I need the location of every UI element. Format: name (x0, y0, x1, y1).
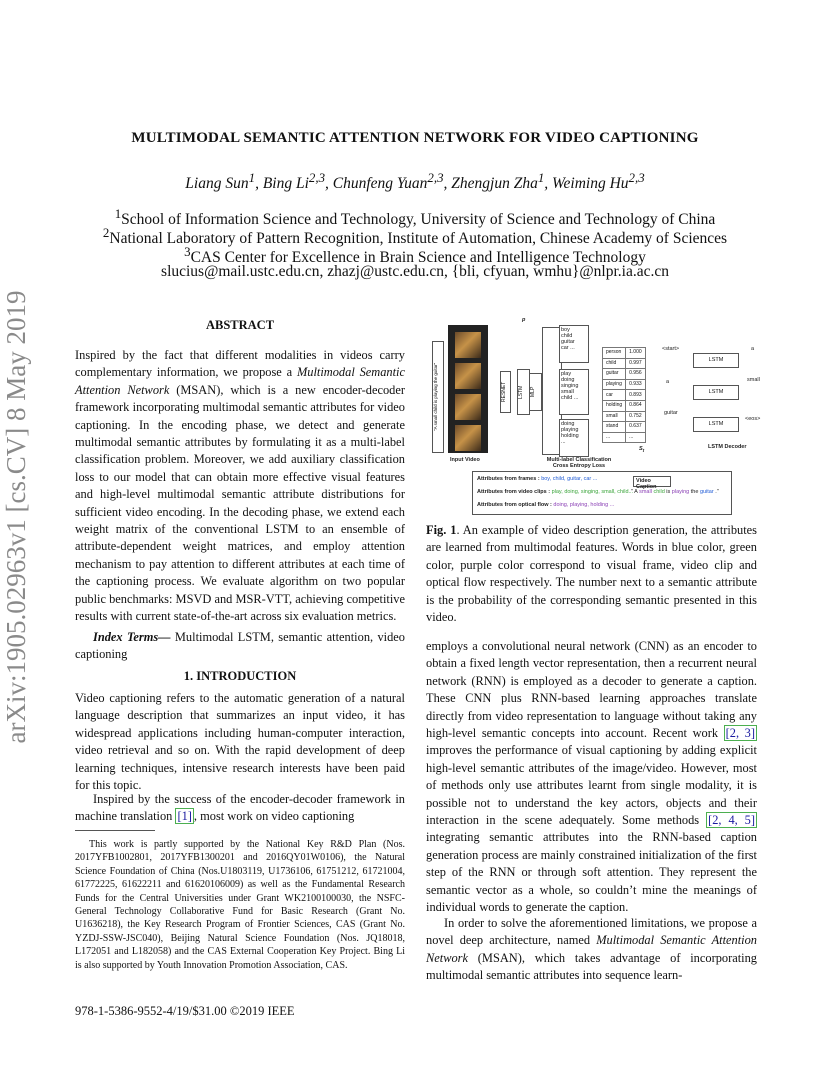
caption-box-title: Video Caption (633, 476, 671, 487)
author-name: Zhengjun Zha (451, 175, 538, 193)
flow-attribute-box: doing playing holding ... (559, 419, 589, 457)
abstract-body: Inspired by the fact that different modalities in videos carry complementary information, we propose a Multimodal Semantic Attention Network (MSAN), which is a new encoder-decoder framework incorporating multimodal semantic attributes for video captioning. In the encoding phase, we detect and generate multimodal semantic attributes by formulating it as a multi-label classification problem. Moreover, we add auxiliary classification loss to our model that can obtain more effective visual features and high-level multimodal semantic attribute distributions for sufficient video encoding. In the decoding phase, we extend each weight matrix of the conventional LSTM to an ensemble of attribute-dependent weight matrices, and employ attention mechanism to pay attention to different attributes at each time of the captioning process. We evaluate algorithm on two popular public benchmarks: MSVD and MSR-VTT, achieving competitive results with current state-of-the-art across six evaluation metrics. (75, 348, 406, 624)
intro-paragraph-1: Video captioning refers to the automatic generation of a natural language description that summarizes an input video, it has widespread applications including human-computer interaction, video retrieval and so on. With the rapid development of deep learning techniques, intensive research interests have been paid for this topic. (75, 691, 405, 793)
decoder-label: LSTM Decoder (708, 444, 747, 450)
video-frame (453, 392, 483, 422)
attribute-probability: 0.752 (626, 411, 646, 422)
arxiv-stamp: arXiv:1905.02963v1 [cs.CV] 8 May 2019 (1, 290, 31, 744)
author-affiliation-mark: 1 (537, 170, 545, 185)
legend-clips: Attributes from video clips : play, doing, singing, small, child... (477, 489, 634, 495)
author-name: Weiming Hu (552, 175, 629, 193)
author-affiliation-mark: 2,3 (308, 170, 326, 185)
affiliation-2: $^2$National Laboratory of Pattern Recognition, Institute of Automation, Chinese Academy of Sciences (102, 225, 728, 248)
attribute-name: stand (603, 422, 626, 433)
attribute-probability: 0.933 (626, 379, 646, 390)
attribute-name: child (603, 358, 626, 369)
attribute-probability-table (602, 347, 646, 443)
attribute-probability: 0.637 (626, 422, 646, 433)
table-row (603, 369, 646, 380)
attribute-name: ... (603, 432, 626, 443)
table-row (603, 348, 646, 359)
decoder-lstm-3: LSTM (693, 417, 739, 432)
right-column-paragraph-1: employs a convolutional neural network (CNN) as an encoder to obtain a fixed length vector representation, then a recurrent neural network (RNN) is employed as a decoder to generate a caption. These CNN plus RNN-based learning approaches translate directly from video representation to language without taking any high-level semantic concepts into account. Recent work [2, 3] improves the performance of visual captioning by adding explicit high-level semantic attributes of the image/video. However, most of methods only use attributes learnt from single modality, it is possible not to understand the key actors, objects and their interaction in the scene adequately. Some methods [2, 4, 5] integrating semantic attributes into the RNN-based caption generation process are mainly constrained initialization of the first step of the RNN or through soft attention. They represent the semantic vector as a whole, so couldn’t mine the meanings of individual words to generate the caption. (426, 639, 757, 915)
attribute-probability: 1.000 (626, 348, 646, 359)
decoder-output-1: small (747, 377, 760, 383)
attribute-probability: 0.864 (626, 400, 646, 411)
video-filmstrip (448, 325, 488, 453)
author-name: Liang Sun (185, 175, 249, 193)
resnet-block: RESNET (500, 371, 511, 413)
table-row (603, 390, 646, 401)
video-frame (453, 423, 483, 453)
table-row (603, 358, 646, 369)
st-label: $S_t$ (639, 446, 645, 454)
author-affiliation-mark: 1 (248, 170, 256, 185)
paper-title: MULTIMODAL SEMANTIC ATTENTION NETWORK FOR VIDEO CAPTIONING (131, 130, 699, 146)
author-affiliation-mark: 2,3 (427, 170, 444, 185)
attribute-name: guitar (603, 369, 626, 380)
caption-sentence: " A small child is playing the guitar ." (631, 489, 719, 495)
intro-heading: 1. INTRODUCTION (183, 669, 297, 683)
input-video-label: Input Video (450, 457, 480, 463)
attribute-name: small (603, 411, 626, 422)
attribute-name: person (603, 348, 626, 359)
decoder-output-0: a (751, 346, 755, 352)
email-list: slucius@mail.ustc.edu.cn, zhazj@ustc.edu.cn, {bli, cfyuan, wmhu}@nlpr.ia.ac.cn (161, 263, 669, 280)
table-row (603, 411, 646, 422)
decoder-input-2: guitar (664, 410, 678, 416)
lstm-encoder-block: LSTM (517, 369, 530, 415)
abstract-heading: ABSTRACT (205, 318, 275, 332)
decoder-input-1: a (666, 379, 670, 385)
sidebar-caption: "A small child is playing the guitar" (432, 341, 444, 453)
legend-flow: Attributes from optical flow : doing, playing, holding ... (477, 502, 615, 508)
citation-link[interactable]: [1] (177, 809, 192, 824)
attribute-probability: ... (626, 432, 646, 443)
author-name: Bing Li (262, 175, 309, 193)
figure-1 (426, 313, 774, 523)
legend-frames: Attributes from frames : boy, child, guitar, car ... (477, 476, 598, 482)
table-row (603, 400, 646, 411)
attribute-probability: 0.893 (626, 390, 646, 401)
classification-label: Multi-label Classification Cross Entropy Loss (546, 457, 612, 469)
footnote: This work is partly supported by the National Key R&D Plan (Nos. 2017YFB1002801, 2017YFB1300201 and 2016QY01W0106), the Natural Science Foundation of China (Nos.U1803119, U1736106, 61751212, 61721004, 61772225, 61622211 and 61620106009) as well as the Fundamental Research Funds for the Central Universities under Grant WK2100100030, the NSFC-General Technology Collaborative Fund for Basic Research (Grant No. U1636218), the Key Research Program of Frontier Sciences, CAS (Grant No. YZDJ-SSW-JSC040), Beijing Natural Science Foundation (Nos. JQ18018, L172051 and L182058) and the CAS External Cooperation Key Project. Bing Li is also supported by Youth Innovation Promotion Association, CAS. (75, 839, 405, 971)
mlp-block: MLP (529, 373, 542, 411)
citation-link[interactable]: [2, 3] (725, 726, 755, 741)
table-row (603, 379, 646, 390)
figure-legend-box (472, 471, 732, 515)
affiliation-3: $^3$CAS Center for Excellence in Brain Science and Intelligence Technology (184, 244, 646, 267)
author-name: Chunfeng Yuan (332, 175, 428, 193)
table-row (603, 432, 646, 443)
attribute-name: playing (603, 379, 626, 390)
video-frame (453, 361, 483, 391)
table-row (603, 422, 646, 433)
frame-attribute-box: boy child guitar car ... (559, 325, 589, 363)
author-list: Liang Sun$^1$, Bing Li$^{2,3}$, Chunfeng Yuan$^{2,3}$, Zhengjun Zha$^1$, Weiming Hu$^{2,3}$ (185, 170, 645, 193)
affiliation-1: $^1$School of Information Science and Technology, University of Science and Technology of China (114, 206, 716, 229)
isbn-line: 978-1-5386-9552-4/19/$31.00 ©2019 IEEE (75, 1004, 295, 1018)
figure-caption: Fig. 1. An example of video description generation, the attributes are learned from multimodal features. Words in blue color, green color, purple color correspond to visual frame, video clip and optical flow respectively. The number next to a semantic attribute is the probability of the corresponding semantic presented in this video. (426, 523, 757, 625)
video-frame (453, 330, 483, 360)
right-column-paragraph-2: In order to solve the aforementioned limitations, we propose a novel deep architecture, named Multimodal Semantic Attention Network (MSAN), which takes advantage of incorporating multimodal semantic attributes into sequence learn- (426, 916, 758, 983)
attribute-probability: 0.956 (626, 369, 646, 380)
clip-attribute-box: play doing singing small child ... (559, 369, 589, 415)
author-affiliation-mark: 2,3 (628, 170, 645, 185)
citation-link[interactable]: [2, 4, 5] (708, 813, 756, 828)
decoder-output-2: <eos> (745, 416, 761, 422)
attribute-probability: 0.997 (626, 358, 646, 369)
index-terms: Index Terms— Multimodal LSTM, semantic attention, video captioning (75, 630, 405, 662)
attribute-name: holding (603, 400, 626, 411)
decoder-input-0: <start> (662, 346, 680, 352)
p-label: p (522, 317, 526, 323)
decoder-lstm-2: LSTM (693, 385, 739, 400)
attribute-name: car (603, 390, 626, 401)
footnote-rule (75, 830, 155, 831)
decoder-lstm-1: LSTM (693, 353, 739, 368)
intro-paragraph-2: Inspired by the success of the encoder-decoder framework in machine translation [1] , most work on video captioning (75, 792, 405, 824)
